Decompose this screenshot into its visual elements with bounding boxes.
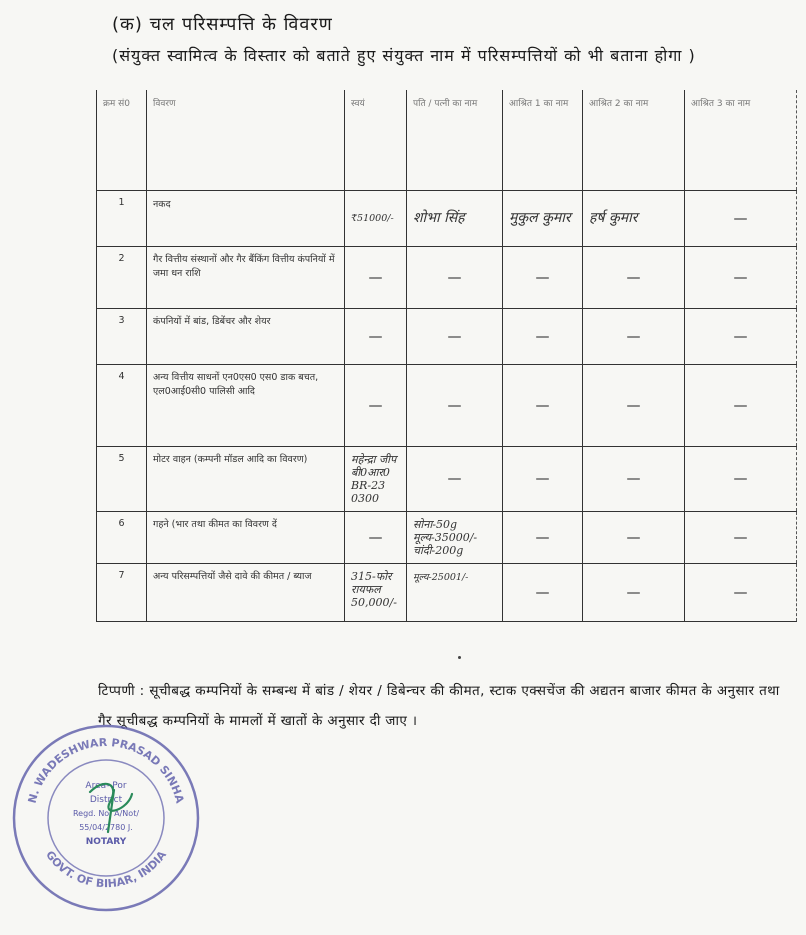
row-sno: 2 [97, 247, 147, 309]
row-sno: 4 [97, 365, 147, 447]
stamp-line-2: District [89, 795, 123, 805]
row-dependent1: — [503, 564, 583, 622]
row-spouse: सोना-50g मूल्य-35000/- चांदी-200g [407, 512, 503, 564]
table-row [97, 447, 797, 512]
stamp-line-3: Regd. No. A/Not/ [72, 809, 140, 818]
row-sno: 7 [97, 564, 147, 622]
table-row [97, 247, 797, 309]
stray-mark [458, 656, 461, 659]
row-spouse: शोभा सिंह [407, 191, 503, 247]
table-row [97, 564, 797, 622]
table-row [97, 512, 797, 564]
row-self: 315-फोर रायफल 50,000/- [345, 564, 407, 622]
table-header-row [97, 90, 797, 191]
row-dependent2: — [583, 309, 685, 365]
row-dependent3: — [685, 247, 797, 309]
row-dependent2: — [583, 247, 685, 309]
row-dependent3: — [685, 512, 797, 564]
row-dependent2: — [583, 447, 685, 512]
row-sno: 1 [97, 191, 147, 247]
col-header-sno: क्रम सं0 [97, 90, 147, 191]
row-dependent3: — [685, 447, 797, 512]
row-dependent2: — [583, 564, 685, 622]
row-sno: 5 [97, 447, 147, 512]
row-sno: 3 [97, 309, 147, 365]
row-description: गहने (भार तथा कीमत का विवरण दें [147, 512, 345, 564]
row-spouse: — [407, 309, 503, 365]
row-description: अन्य परिसम्पत्तियों जैसे दावे की कीमत / ब्याज [147, 564, 345, 622]
col-header-dependent2: आश्रित 2 का नाम [583, 90, 685, 191]
col-header-dependent3: आश्रित 3 का नाम [685, 90, 797, 191]
row-dependent1: — [503, 512, 583, 564]
row-dependent2: — [583, 365, 685, 447]
row-dependent1: — [503, 309, 583, 365]
row-spouse: — [407, 447, 503, 512]
col-header-dependent1: आश्रित 1 का नाम [503, 90, 583, 191]
table-row [97, 191, 797, 247]
row-dependent3: — [685, 365, 797, 447]
stamp-line-1: Area- Por [85, 781, 127, 791]
row-spouse: — [407, 365, 503, 447]
section-subtitle: (संयुक्त स्वामित्व के विस्तार को बताते हुए संयुक्त नाम में परिसम्पत्तियों को भी बताना होगा ) [112, 46, 696, 65]
row-description: अन्य वित्तीय साधनों एन0एस0 एस0 डाक बचत, एल0आई0सी0 पालिसी आदि [147, 365, 345, 447]
row-description: मोटर वाहन (कम्पनी मॉडल आदि का विवरण) [147, 447, 345, 512]
stamp-line-5: NOTARY [85, 837, 127, 847]
row-description: नकद [147, 191, 345, 247]
table-row [97, 365, 797, 447]
movable-assets-table [96, 90, 797, 622]
row-self: ₹51000/- [345, 191, 407, 247]
row-dependent2: हर्ष कुमार [583, 191, 685, 247]
row-spouse: — [407, 247, 503, 309]
row-dependent3: — [685, 564, 797, 622]
col-header-self: स्वयं [345, 90, 407, 191]
row-self: — [345, 512, 407, 564]
row-self: — [345, 309, 407, 365]
notary-stamp [10, 722, 202, 914]
row-spouse: मूल्य-25001/- [407, 564, 503, 622]
row-self: महेन्द्रा जीप बी0आर0 BR-23 0300 [345, 447, 407, 512]
row-self: — [345, 365, 407, 447]
stamp-name-arc: N. WADESHWAR PRASAD SINHA [25, 735, 187, 805]
row-dependent3: — [685, 191, 797, 247]
col-header-description: विवरण [147, 90, 345, 191]
row-self: — [345, 247, 407, 309]
stamp-line-4: 55/04/2780 J. [79, 823, 133, 832]
row-sno: 6 [97, 512, 147, 564]
row-dependent1: — [503, 447, 583, 512]
row-description: गैर वित्तीय संस्थानों और गैर बैंकिंग वित्तीय कंपनियों में जमा धन राशि [147, 247, 345, 309]
row-dependent1: — [503, 365, 583, 447]
table-row [97, 309, 797, 365]
row-description: कंपनियों में बांड, डिबेंचर और शेयर [147, 309, 345, 365]
stamp-govt-arc: GOVT. OF BIHAR, INDIA [43, 848, 169, 891]
section-title: (क) चल परिसम्पत्ति के विवरण [112, 14, 333, 35]
col-header-spouse: पति / पत्नी का नाम [407, 90, 503, 191]
row-dependent2: — [583, 512, 685, 564]
row-dependent1: — [503, 247, 583, 309]
row-dependent3: — [685, 309, 797, 365]
row-dependent1: मुकुल कुमार [503, 191, 583, 247]
footnote: टिप्पणी : सूचीबद्ध कम्पनियों के सम्बन्ध में बांड / शेयर / डिबेन्चर की कीमत, स्टाक एक्सचेंज की अद्यतन बाजार कीमत के अनुसार तथा गैर सूचीबद्ध कम्पनियों के मामलों में खातों के अनुसार दी जाए । [98, 683, 780, 729]
